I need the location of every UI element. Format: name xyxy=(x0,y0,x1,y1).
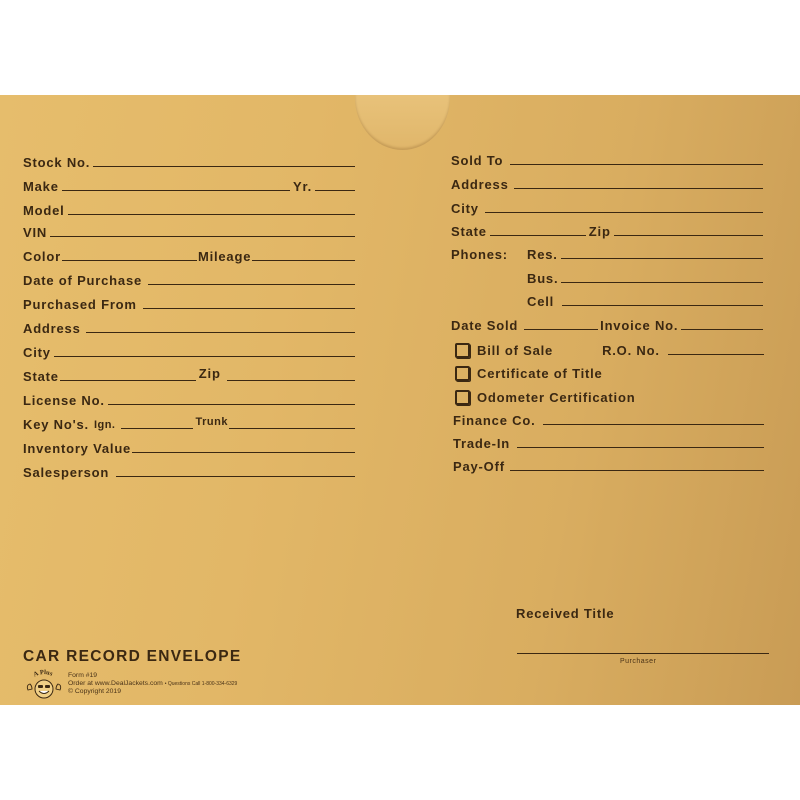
input-line-date-of-purchase[interactable] xyxy=(148,284,355,285)
field-trade-in[interactable] xyxy=(453,433,767,451)
field-purchased-from[interactable] xyxy=(23,294,358,312)
field-sold-to[interactable] xyxy=(451,150,766,168)
input-line-zip[interactable] xyxy=(227,380,355,381)
input-line-purchased-from[interactable] xyxy=(143,308,355,309)
label-ro-no: R.O. No. xyxy=(602,343,660,358)
label-certificate-of-title: Certificate of Title xyxy=(477,366,603,381)
label-color: Color xyxy=(23,249,61,264)
input-line-buyer-address[interactable] xyxy=(514,188,763,189)
input-line-finance-co[interactable] xyxy=(543,424,764,425)
received-title-heading: Received Title xyxy=(516,606,615,621)
input-line-ignition-key[interactable] xyxy=(121,428,193,429)
label-invoice-no: Invoice No. xyxy=(600,318,679,333)
field-phone-res[interactable] xyxy=(451,244,766,262)
label-buyer-state: State xyxy=(451,224,487,239)
checkbox-certificate-of-title[interactable] xyxy=(455,366,470,381)
questions-phone: • Questions Call 1-800-334-6329 xyxy=(164,681,238,688)
field-finance-co[interactable] xyxy=(453,410,767,428)
label-date-of-purchase: Date of Purchase xyxy=(23,273,143,288)
input-line-buyer-state[interactable] xyxy=(490,235,586,236)
field-address[interactable] xyxy=(23,318,358,336)
purchaser-caption: Purchaser xyxy=(620,658,657,665)
field-city[interactable] xyxy=(23,342,358,360)
label-buyer-address: Address xyxy=(451,177,509,192)
label-pay-off: Pay-Off xyxy=(453,459,505,474)
field-key-numbers[interactable] xyxy=(23,414,358,432)
label-mileage: Mileage xyxy=(197,249,252,264)
svg-text:A Plus: A Plus xyxy=(32,668,54,679)
label-ignition: Ign. xyxy=(93,419,116,431)
purchaser-signature-line[interactable] xyxy=(517,653,769,654)
field-color-mileage[interactable] xyxy=(23,246,358,264)
field-buyer-city[interactable] xyxy=(451,198,766,216)
input-line-phone-cell[interactable] xyxy=(562,305,763,306)
input-line-color[interactable] xyxy=(62,260,197,261)
input-line-buyer-city[interactable] xyxy=(485,212,763,213)
field-buyer-state-zip[interactable] xyxy=(451,221,766,239)
label-address: Address xyxy=(23,321,81,336)
field-pay-off[interactable] xyxy=(453,456,767,474)
input-line-buyer-zip[interactable] xyxy=(614,235,763,236)
label-year: Yr. xyxy=(292,179,312,194)
label-state: State xyxy=(23,369,59,384)
input-line-pay-off[interactable] xyxy=(510,470,764,471)
label-key-nos: Key No's. xyxy=(23,417,89,432)
copyright: © Copyright 2019 xyxy=(68,688,121,696)
form-title: CAR RECORD ENVELOPE xyxy=(23,648,242,665)
label-cell: Cell xyxy=(527,294,555,309)
order-website: Order at www.DealJackets.com xyxy=(68,680,163,688)
label-make: Make xyxy=(23,179,59,194)
input-line-city[interactable] xyxy=(54,356,355,357)
input-line-phone-bus[interactable] xyxy=(561,282,763,283)
label-res: Res. xyxy=(527,247,558,262)
input-line-stock-no[interactable] xyxy=(93,166,355,167)
field-salesperson[interactable] xyxy=(23,462,358,480)
input-line-date-sold[interactable] xyxy=(524,329,598,330)
label-trunk: Trunk xyxy=(195,416,228,428)
field-state-zip[interactable] xyxy=(23,366,358,384)
label-odometer-certification: Odometer Certification xyxy=(477,390,636,405)
input-line-inventory-value[interactable] xyxy=(132,452,355,453)
field-make-year[interactable] xyxy=(23,176,358,194)
label-model: Model xyxy=(23,203,65,218)
input-line-address[interactable] xyxy=(86,332,355,333)
input-line-ro-no[interactable] xyxy=(668,354,764,355)
label-zip: Zip xyxy=(198,366,221,381)
field-odometer-certification[interactable] xyxy=(455,387,767,405)
label-sold-to: Sold To xyxy=(451,153,504,168)
label-phones: Phones: xyxy=(451,247,508,262)
field-model[interactable] xyxy=(23,200,358,218)
footer-info xyxy=(68,672,237,697)
field-date-of-purchase[interactable] xyxy=(23,270,358,288)
field-vin[interactable] xyxy=(23,222,358,240)
input-line-license-no[interactable] xyxy=(108,404,355,405)
label-buyer-zip: Zip xyxy=(588,224,611,239)
label-bill-of-sale: Bill of Sale xyxy=(477,343,554,358)
label-stock-no: Stock No. xyxy=(23,155,91,170)
thumb-cut-notch xyxy=(355,95,450,150)
input-line-state[interactable] xyxy=(60,380,196,381)
label-license-no: License No. xyxy=(23,393,105,408)
label-date-sold: Date Sold xyxy=(451,318,519,333)
label-salesperson: Salesperson xyxy=(23,465,110,480)
a-plus-logo-icon xyxy=(24,668,64,702)
input-line-vin[interactable] xyxy=(50,236,355,237)
input-line-sold-to[interactable] xyxy=(510,164,763,165)
checkbox-odometer-certification[interactable] xyxy=(455,390,470,405)
input-line-invoice-no[interactable] xyxy=(681,329,763,330)
input-line-trade-in[interactable] xyxy=(517,447,764,448)
field-date-sold-invoice[interactable] xyxy=(451,315,766,333)
label-inventory-value: Inventory Value xyxy=(23,441,132,456)
input-line-make[interactable] xyxy=(62,190,290,191)
label-purchased-from: Purchased From xyxy=(23,297,137,312)
input-line-salesperson[interactable] xyxy=(116,476,355,477)
label-bus: Bus. xyxy=(527,271,559,286)
field-phone-bus[interactable] xyxy=(451,268,766,286)
field-buyer-address[interactable] xyxy=(451,174,766,192)
label-finance-co: Finance Co. xyxy=(453,413,536,428)
input-line-mileage[interactable] xyxy=(252,260,355,261)
label-city: City xyxy=(23,345,51,360)
field-stock-no[interactable] xyxy=(23,152,358,170)
label-vin: VIN xyxy=(23,225,48,240)
form-number: Form #19 xyxy=(68,672,98,679)
input-line-year[interactable] xyxy=(315,190,355,191)
label-trade-in: Trade-In xyxy=(453,436,510,451)
field-license-no[interactable] xyxy=(23,390,358,408)
field-bill-of-sale-ro[interactable] xyxy=(455,340,767,358)
checkbox-bill-of-sale[interactable] xyxy=(455,343,470,358)
input-line-model[interactable] xyxy=(68,214,355,215)
input-line-phone-res[interactable] xyxy=(561,258,763,259)
label-buyer-city: City xyxy=(451,201,479,216)
field-certificate-of-title[interactable] xyxy=(455,363,767,381)
field-inventory-value[interactable] xyxy=(23,438,358,456)
input-line-trunk-key[interactable] xyxy=(229,428,355,429)
field-phone-cell[interactable] xyxy=(451,291,766,309)
